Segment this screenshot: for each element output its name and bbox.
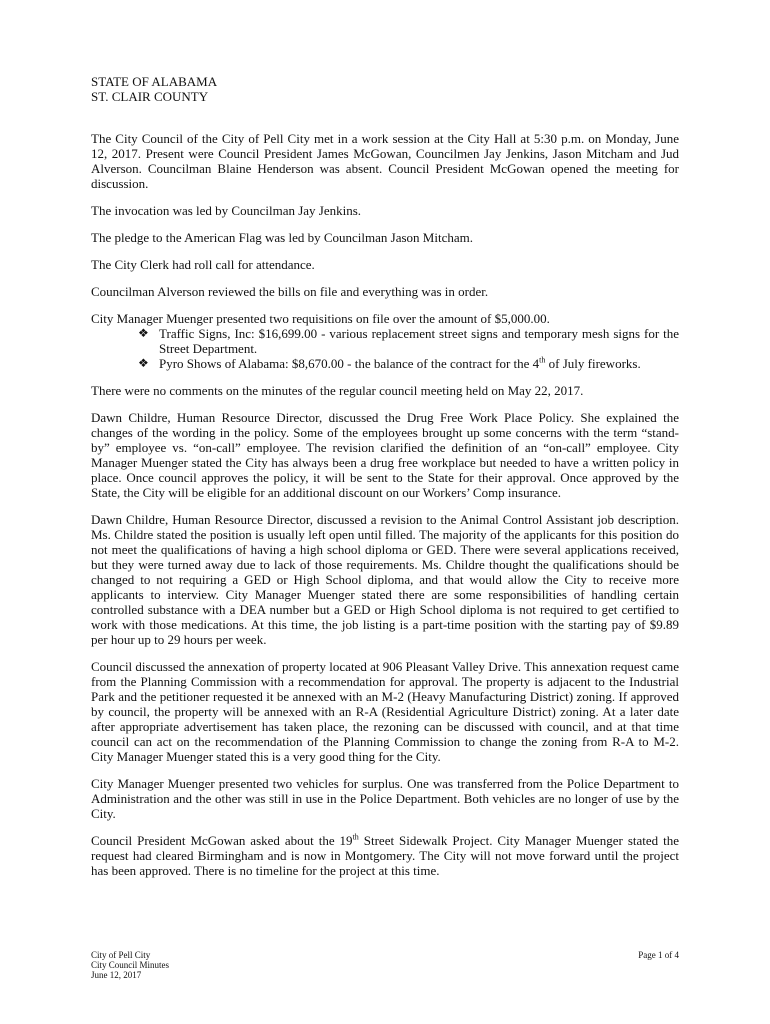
ordinal-suffix: th	[352, 832, 359, 842]
paragraph-drug-free-policy: Dawn Childre, Human Resource Director, discussed the Drug Free Work Place Policy. She explained the changes of the wording in the policy. Some of the employees brought up some concerns with the term “stand-by” employee vs. “on-call” employee. The revision clarified the definition of an “on-call” employee. City Manager Muenger stated the City has always been a drug free workplace but needed to have a written policy in place. Once council approves the policy, it will be sent to the State for their approval. Once approved by the State, the City will be eligible for an additional discount on our Workers’ Comp insurance.	[91, 410, 679, 500]
requisition-list	[91, 326, 679, 371]
requisition-text: Pyro Shows of Alabama: $8,670.00 - the balance of the contract for the 4	[159, 356, 540, 371]
footer-doc-type: City Council Minutes	[91, 960, 170, 970]
requisition-text-end: of July fireworks.	[545, 356, 641, 371]
paragraph-requisitions: City Manager Muenger presented two requisitions on file over the amount of $5,000.00.	[91, 311, 550, 326]
document-body	[91, 131, 679, 890]
requisition-text: Traffic Signs, Inc: $16,699.00 - various replacement street signs and temporary mesh signs for the Street Department.	[159, 326, 679, 356]
ordinal-suffix: th	[539, 355, 546, 365]
requisition-item	[138, 355, 679, 371]
diamond-bullet-icon: ❖	[138, 326, 149, 340]
paragraph-annexation: Council discussed the annexation of property located at 906 Pleasant Valley Drive. This annexation request came from the Planning Commission with a recommendation for approval. The property is adjacent to the Industrial Park and the petitioner requested it be annexed with an M-2 (Heavy Manufacturing District) zoning. If approved by council, the property will be annexed with an R-A (Residential Agriculture District) zoning. At a later date after appropriate advertisement has taken place, the rezoning can be discussed with council, and at that time council can act on the recommendation of the Planning Commission to change the zoning from R-A to M-2. City Manager Muenger stated this is a very good thing for the City.	[91, 659, 679, 764]
paragraph-attendance: The City Council of the City of Pell City met in a work session at the City Hall at 5:30 p.m. on Monday, June 12, 2017. Present were Council President James McGowan, Councilmen Jay Jenkins, Jason Mitcham and Jud Alverson. Councilman Blaine Henderson was absent. Council President McGowan opened the meeting for discussion.	[91, 131, 679, 191]
paragraph-sidewalk-project	[91, 833, 679, 878]
page-number: Page 1 of 4	[638, 950, 679, 960]
state-heading: STATE OF ALABAMA	[91, 74, 218, 89]
paragraph-roll-call: The City Clerk had roll call for attendance.	[91, 257, 315, 272]
county-heading: ST. CLAIR COUNTY	[91, 89, 209, 104]
footer-date: June 12, 2017	[91, 970, 142, 980]
document-heading	[91, 74, 691, 104]
sidewalk-text: Council President McGowan asked about the 19	[91, 833, 353, 848]
paragraph-pledge: The pledge to the American Flag was led by Councilman Jason Mitcham.	[91, 230, 473, 245]
paragraph-surplus-vehicles: City Manager Muenger presented two vehicles for surplus. One was transferred from the Police Department to Administration and the other was still in use in the Police Department. Both vehicles are no longer of use by the City.	[91, 776, 679, 821]
paragraph-animal-control: Dawn Childre, Human Resource Director, discussed a revision to the Animal Control Assistant job description. Ms. Childre stated the position is usually left open until filled. The majority of the applicants for this position do not meet the qualifications of having a high school diploma or GED. There were several applications received, but they were turned away due to lack of those requirements. Ms. Childre thought the qualifications should be changed to not requiring a GED or High School diploma, and that would allow the City to receive more applicants to interview. City Manager Muenger stated there are some responsibilities of handling certain controlled substance with a DEA number but a GED or High School diploma is not required to get certified to work with those medications. At this time, the job listing is a part-time position with the starting pay of $9.89 per hour up to 29 hours per week.	[91, 512, 679, 647]
requisition-item	[138, 326, 679, 356]
paragraph-bills: Councilman Alverson reviewed the bills on file and everything was in order.	[91, 284, 489, 299]
sidewalk-text-end: Street Sidewalk Project. City Manager Muenger stated the request had cleared Birmingham and is now in Montgomery. The City will not move forward until the project has been approved. There is no timeline for the project at this time.	[91, 833, 679, 878]
paragraph-invocation: The invocation was led by Councilman Jay Jenkins.	[91, 203, 362, 218]
diamond-bullet-icon: ❖	[138, 356, 149, 370]
paragraph-minutes: There were no comments on the minutes of the regular council meeting held on May 22, 2017.	[91, 383, 584, 398]
footer-left	[91, 950, 169, 980]
footer-city: City of Pell City	[91, 950, 151, 960]
